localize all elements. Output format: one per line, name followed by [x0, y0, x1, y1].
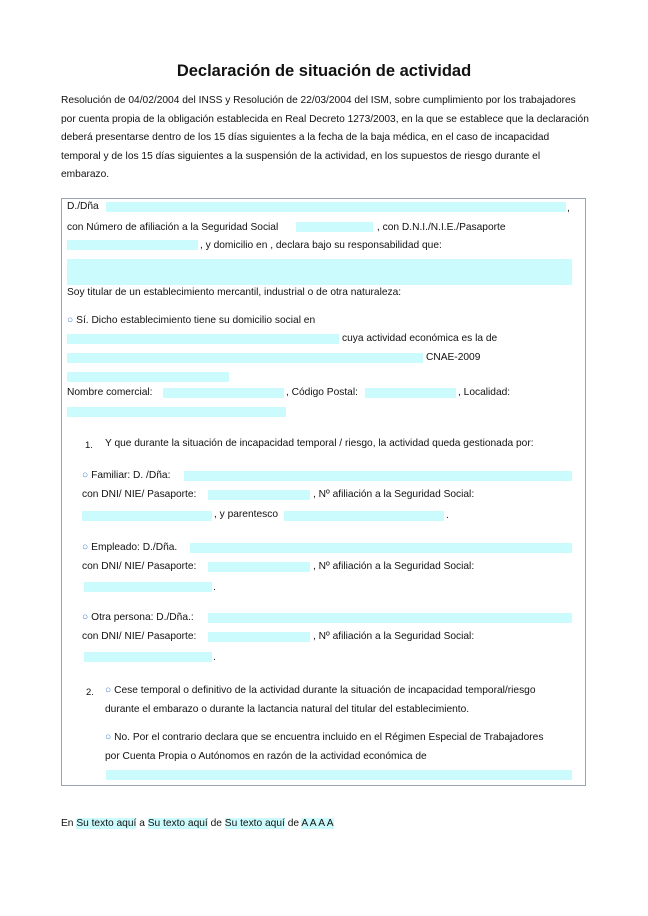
no-option[interactable] — [105, 732, 543, 743]
en-label: En — [61, 818, 74, 829]
radio-cessation-icon[interactable]: ○ — [105, 685, 112, 696]
familiar-dni-label: con DNI/ NIE/ Pasaporte: — [82, 489, 197, 500]
cessation-option[interactable] — [105, 685, 536, 696]
social-domicile-input[interactable] — [67, 334, 339, 344]
domicile-label: , y domicilio en , declara bajo su responsabilidad que: — [200, 240, 442, 251]
intro-paragraph: Resolución de 04/02/2004 del INSS y Resolución de 22/03/2004 del ISM, sobre cumplimiento por los trabajadores por cuenta propia de la obligación establecida en Real Decreto 1273/2003, en la que se establece que la declaración deberá presentarse dentro de los 15 días siguientes a la fecha de la baja médica, en el caso de incapacidad temporal y de los 15 días siguientes a la suspensión de la actividad, en los supuestos de riesgo durante el embarazo. — [61, 95, 589, 181]
date-line — [61, 818, 334, 829]
activity-input[interactable] — [67, 353, 423, 363]
dni-label: , con D.N.I./N.I.E./Pasaporte — [377, 222, 506, 233]
activity-label: cuya actividad económica es la de — [342, 333, 498, 344]
item1-text: Y que durante la situación de incapacidad temporal / riesgo, la actividad queda gestionada por: — [105, 438, 534, 449]
si-option[interactable] — [67, 315, 315, 326]
familiar-ss-label: , Nº afiliación a la Seguridad Social: — [313, 489, 475, 500]
other-dni-label: con DNI/ NIE/ Pasaporte: — [82, 631, 197, 642]
item1-number: 1. — [85, 440, 93, 451]
affiliation-number-input[interactable] — [296, 222, 373, 232]
de-label-2: de — [287, 818, 300, 829]
dona-label: D./Dña — [67, 201, 99, 212]
employee-dni-input[interactable] — [208, 562, 310, 572]
de-label-1: de — [210, 818, 222, 829]
radio-si-icon[interactable]: ○ — [67, 315, 74, 326]
familiar-option[interactable] — [82, 470, 170, 481]
employee-ss-input[interactable] — [84, 582, 212, 592]
no-line2: por Cuenta Propia o Autónomos en razón de la actividad económica de — [105, 751, 427, 762]
employee-ss-label: , Nº afiliación a la Seguridad Social: — [313, 561, 475, 572]
no-line1: No. Por el contrario declara que se encuentra incluido en el Régimen Especial de Trabajadores — [114, 732, 544, 743]
parentesco-input[interactable] — [284, 511, 444, 521]
place-input[interactable]: Su texto aquí — [76, 818, 137, 829]
other-person-label: Otra persona: D./Dña.: — [91, 612, 194, 623]
other-person-option[interactable] — [82, 612, 194, 623]
name-input[interactable] — [106, 202, 566, 212]
commercial-name-input[interactable] — [163, 388, 284, 398]
radio-no-icon[interactable]: ○ — [105, 732, 112, 743]
si-label: Sí. Dicho establecimiento tiene su domicilio social en — [76, 315, 316, 326]
other-dni-input[interactable] — [208, 632, 310, 642]
cessation-line1: Cese temporal o definitivo de la actividad durante la situación de incapacidad temporal/riesgo — [114, 685, 536, 696]
other-ss-label: , Nº afiliación a la Seguridad Social: — [313, 631, 475, 642]
radio-familiar-icon[interactable]: ○ — [82, 470, 89, 481]
familiar-name-input[interactable] — [184, 471, 572, 481]
cnae-input[interactable] — [67, 372, 229, 382]
postal-code-input[interactable] — [365, 388, 456, 398]
affiliation-label: con Número de afiliación a la Seguridad Social — [67, 222, 279, 233]
employee-option[interactable] — [82, 542, 177, 553]
day-input[interactable]: Su texto aquí — [147, 818, 208, 829]
postal-code-label: , Código Postal: — [286, 387, 358, 398]
employee-name-input[interactable] — [190, 543, 572, 553]
employee-period: . — [213, 582, 216, 593]
parentesco-label: , y parentesco — [214, 509, 278, 520]
commercial-name-label: Nombre comercial: — [67, 387, 153, 398]
employee-label: Empleado: D./Dña. — [91, 542, 178, 553]
address-input[interactable] — [67, 259, 572, 285]
familiar-dni-input[interactable] — [208, 490, 310, 500]
a-label: a — [139, 818, 145, 829]
item2-number: 2. — [86, 687, 94, 698]
year-input[interactable]: A A A A — [301, 818, 334, 829]
employee-dni-label: con DNI/ NIE/ Pasaporte: — [82, 561, 197, 572]
other-period: . — [213, 652, 216, 663]
familiar-label: Familiar: D. /Dña: — [91, 470, 171, 481]
cessation-line2: durante el embarazo o durante la lactancia natural del titular del establecimiento. — [105, 704, 470, 715]
page-title: Declaración de situación de actividad — [176, 62, 472, 80]
comma-text: , — [567, 203, 570, 214]
other-person-name-input[interactable] — [208, 613, 572, 623]
month-input[interactable]: Su texto aquí — [224, 818, 285, 829]
locality-label: , Localidad: — [458, 387, 511, 398]
other-ss-input[interactable] — [84, 652, 212, 662]
familiar-ss-input[interactable] — [82, 511, 212, 521]
locality-input[interactable] — [67, 407, 286, 417]
economic-activity-input[interactable] — [106, 770, 572, 780]
radio-other-icon[interactable]: ○ — [82, 612, 89, 623]
period-text: . — [446, 510, 449, 521]
radio-employee-icon[interactable]: ○ — [82, 542, 89, 553]
titular-label: Soy titular de un establecimiento mercantil, industrial o de otra naturaleza: — [67, 287, 402, 298]
dni-input[interactable] — [67, 240, 198, 250]
cnae-label: CNAE-2009 — [426, 352, 481, 363]
